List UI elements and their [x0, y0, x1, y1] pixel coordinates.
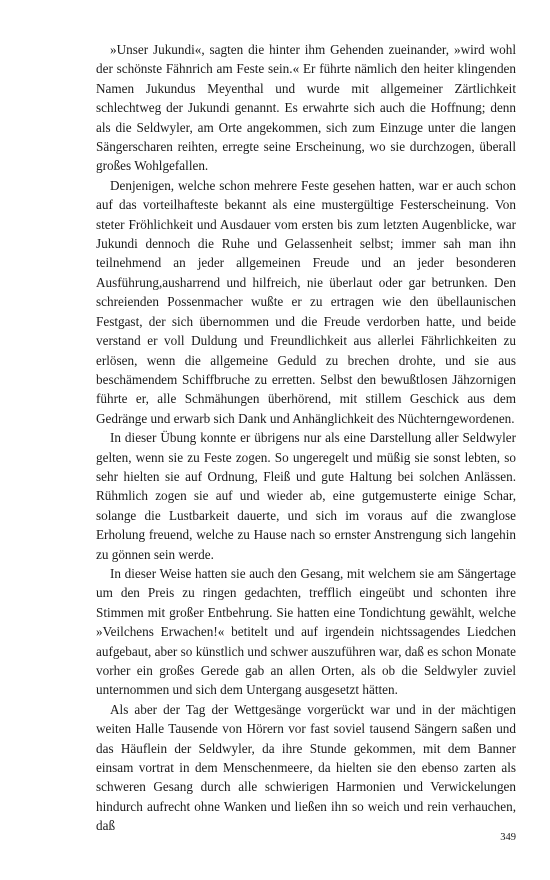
paragraph-1: »Unser Jukundi«, sagten die hinter ihm Gehenden zueinander, »wird wohl der schönste Fähnrich am Feste sein.« Er führte nämlich den heiter klingenden Namen Jukundus Meyenthal und wurde mit allgemeiner Zärtlichkeit schlechtweg der Jukundi genannt. Es erwahrte sich auch die Hoffnung; denn als die Seldwyler, am Orte angekommen, sich zum Einzuge unter die langen Sängerscharen reihten, erregte seine Erscheinung, wo sie durchzogen, überall großes Wohlgefallen. [96, 42, 516, 174]
paragraph-5: Als aber der Tag der Wettgesänge vorgerückt war und in der mächtigen weiten Halle Tausende von Hörern vor fast soviel tausend Sängern saßen und das Häuflein der Seldwyler, da ihre Stunde gekommen, mit dem Banner einsam vortrat in dem Menschenmeere, da hielten sie den ebenso zarten als schweren Gesang durch alle schwierigen Harmonien und Verwickelungen hindurch aufrecht ohne Wanken und ließen ihn so weich und rein verhauchen, daß [96, 701, 516, 834]
paragraph-4: In dieser Weise hatten sie auch den Gesang, mit welchem sie am Sängertage um den Preis zu ringen gedachten, trefflich eingeübt und schonten ihre Stimmen mit großer Entbehrung. Sie hatten eine Tondichtung gewählt, welche »Veilchens Erwachen!« betitelt und auf irgendein nichtssagendes Liedchen aufgebaut, aber so künstlich und schwer auszuführen war, daß es schon Monate vorher ein großes Gerede gab an allen Orten, als ob die Seldwyler zuviel unternommen und sich dem Untergang ausgesetzt hätten. [96, 565, 516, 698]
paragraph-3: In dieser Übung konnte er übrigens nur als eine Darstellung aller Seldwyler gelten, wenn sie zu Feste zogen. So ungeregelt und müßig sie sonst lebten, so sehr hielten sie auf Ordnung, Fleiß und gute Haltung bei solchen Anlässen. Rühmlich zogen sie auf und wieder ab, eine gutgemusterte einige Schar, solange die Lustbarkeit dauerte, und sich im voraus auf die zwanglose Erholung freuend, welche zu Hause nach so ernster Anstrengung sich langehin zu gönnen sein werde. [96, 430, 516, 562]
body-text [96, 40, 516, 836]
page-number: 349 [500, 832, 516, 843]
paragraph-2: Denjenigen, welche schon mehrere Feste gesehen hatten, war er auch schon auf das vorteilhafteste bekannt als eine mustergültige Festerscheinung. Von steter Fröhlichkeit und Ausdauer vom ersten bis zum letzten Augenblicke, war Jukundi dennoch die Ruhe und Gelassenheit selbst; immer sah man ihn teilnehmend an jeder allgemeinen Freude und an jeder besonderen Ausführung,ausharrend und hilfreich, nie überlaut oder gar betrunken. Den schreienden Possenmacher wußte er zu ertragen wie den übellaunischen Festgast, der sich übernommen und die Freude verdorben hatte, und beide verstand er voll Duldung und Freundlichkeit aus allerlei Fährlichkeiten zu erlösen, wenn die allgemeine Geduld zu brechen drohte, und sie aus beschämendem Schiffbruche zu erretten. Selbst den bewußtlosen Jähzornigen führte er, alle Schmähungen überhörend, mit stillem Geschick aus dem Gedränge und erwarb sich Dank und Anhänglichkeit des Nüchterngewordenen. [96, 177, 516, 426]
